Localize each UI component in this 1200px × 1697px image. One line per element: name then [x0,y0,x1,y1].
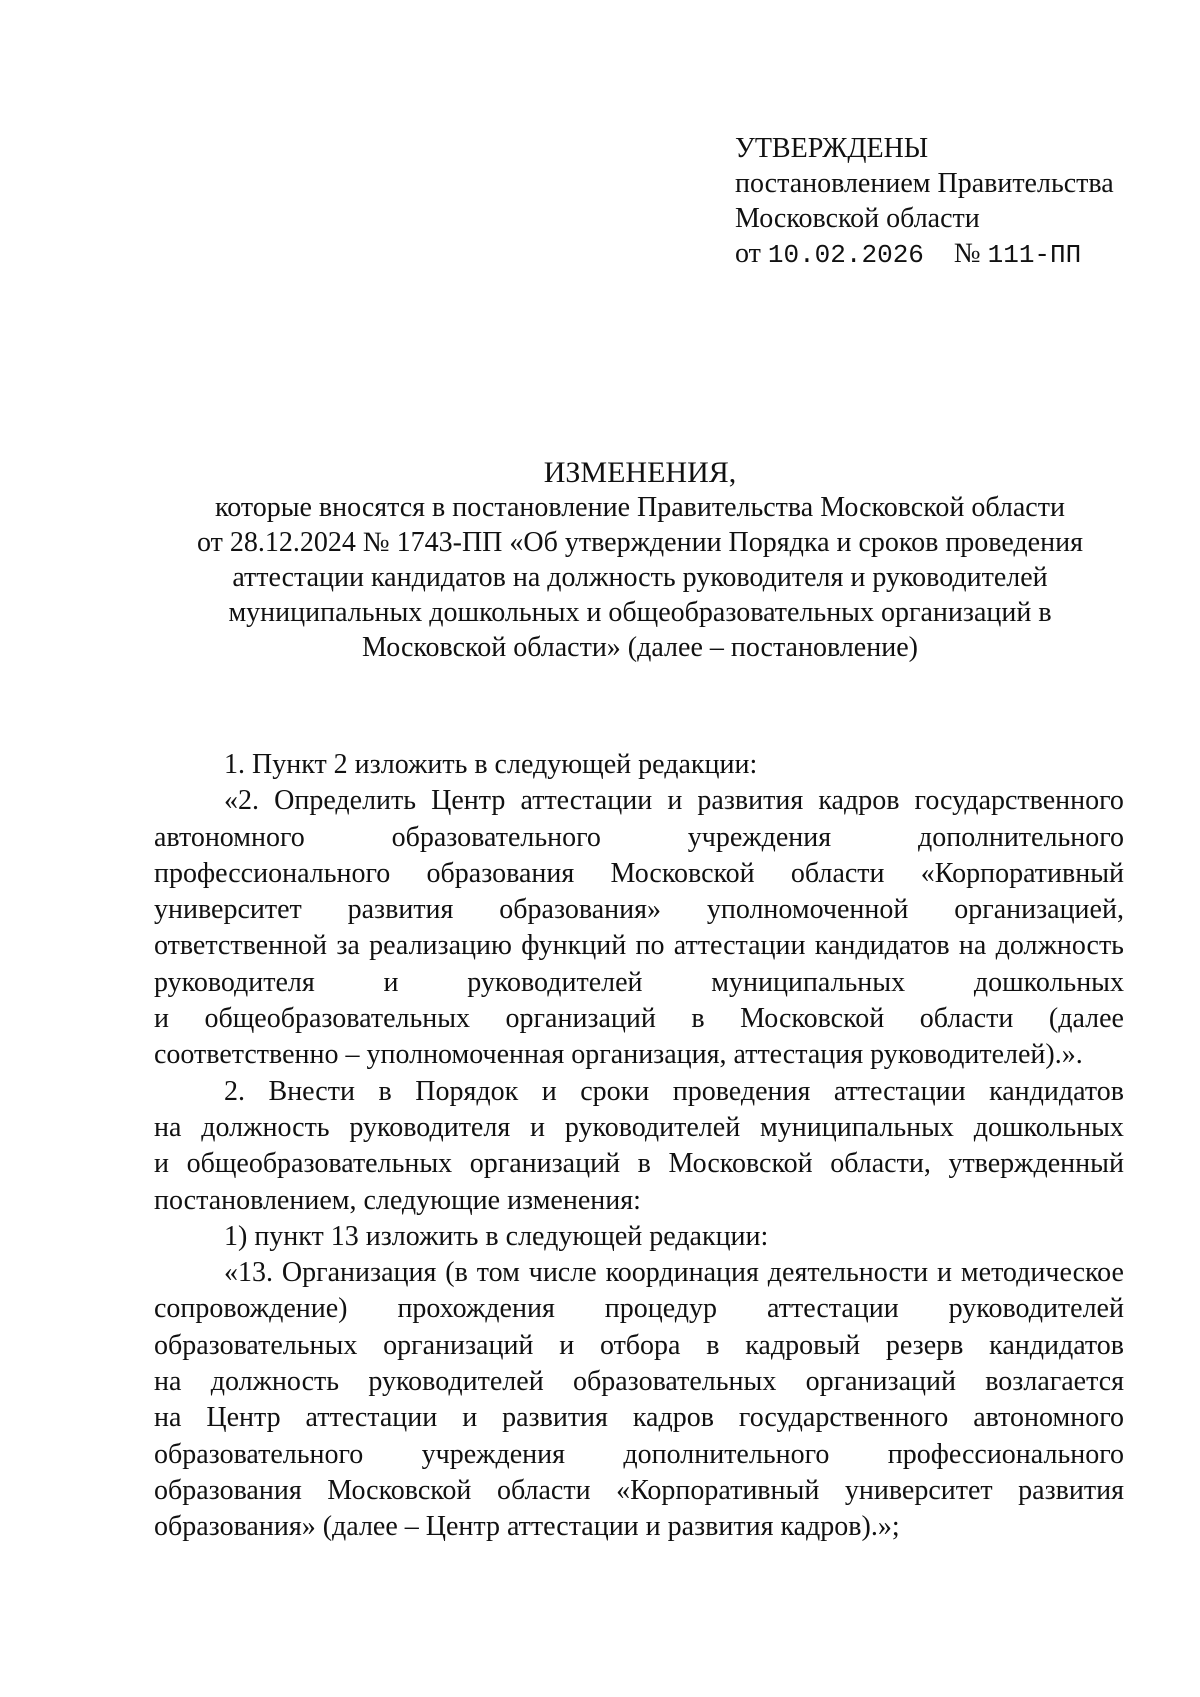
heading-line: аттестации кандидатов на должность руководителя и руководителей [232,562,1048,593]
body-line: соответственно – уполномоченная организация, аттестация руководителей).». [154,1039,1083,1071]
body-line: «2. Определить Центр аттестации и развития кадров государственного [224,785,1124,817]
heading-line: муниципальных дошкольных и общеобразовательных организаций в [228,597,1052,628]
approval-region: Московской области [735,203,980,234]
date-prefix: от [735,238,761,269]
approval-date: 10.02.2026 [767,240,924,270]
heading-line: Московской области» (далее – постановление) [362,632,918,663]
body-line: на должность руководителей образовательных организаций возлагается [154,1366,1124,1398]
document-body [154,747,1124,1546]
body-line: университет развития образования» уполномоченной организацией, [154,894,1124,926]
approval-number: 111-ПП [987,240,1082,270]
body-line: 2. Внести в Порядок и сроки проведения аттестации кандидатов [224,1075,1124,1107]
approval-date-number [735,236,1155,273]
body-line: ответственной за реализацию функций по аттестации кандидатов на должность [154,930,1124,962]
body-line: и общеобразовательных организаций в Московской области (далее [154,1003,1124,1035]
heading-line: которые вносятся в постановление Правительства Московской области [215,492,1065,523]
body-line: руководителя и руководителей муниципальных дошкольных [154,966,1124,998]
body-line: «13. Организация (в том числе координация деятельности и методическое [224,1257,1124,1289]
heading-line: от 28.12.2024 № 1743-ПП «Об утверждении Порядка и сроков проведения [197,527,1083,558]
body-line: образовательного учреждения дополнительного профессионального [154,1438,1124,1470]
number-prefix: № [953,238,981,269]
body-line: образования Московской области «Корпоративный университет развития [154,1474,1124,1506]
document-heading [140,455,1140,665]
approval-authority: постановлением Правительства [735,168,1114,199]
body-line: образования» (далее – Центр аттестации и развития кадров).»; [154,1511,900,1543]
body-line: на Центр аттестации и развития кадров государственного автономного [154,1402,1124,1434]
approval-stamp-block [735,131,1155,273]
body-line: автономного образовательного учреждения дополнительного [154,821,1124,853]
body-line: и общеобразовательных организаций в Московской области, утвержденный [154,1148,1124,1180]
body-line: профессионального образования Московской области «Корпоративный [154,857,1124,889]
body-line: 1) пункт 13 изложить в следующей редакции: [224,1220,769,1252]
heading-title: ИЗМЕНЕНИЯ, [543,456,737,489]
body-line: сопровождение) прохождения процедур аттестации руководителей [154,1293,1124,1325]
body-line: на должность руководителя и руководителей муниципальных дошкольных [154,1111,1124,1143]
body-line: образовательных организаций и отбора в кадровый резерв кандидатов [154,1329,1124,1361]
approval-title: УТВЕРЖДЕНЫ [735,133,929,164]
body-line: постановлением, следующие изменения: [154,1184,641,1216]
body-line: 1. Пункт 2 изложить в следующей редакции: [224,749,758,780]
